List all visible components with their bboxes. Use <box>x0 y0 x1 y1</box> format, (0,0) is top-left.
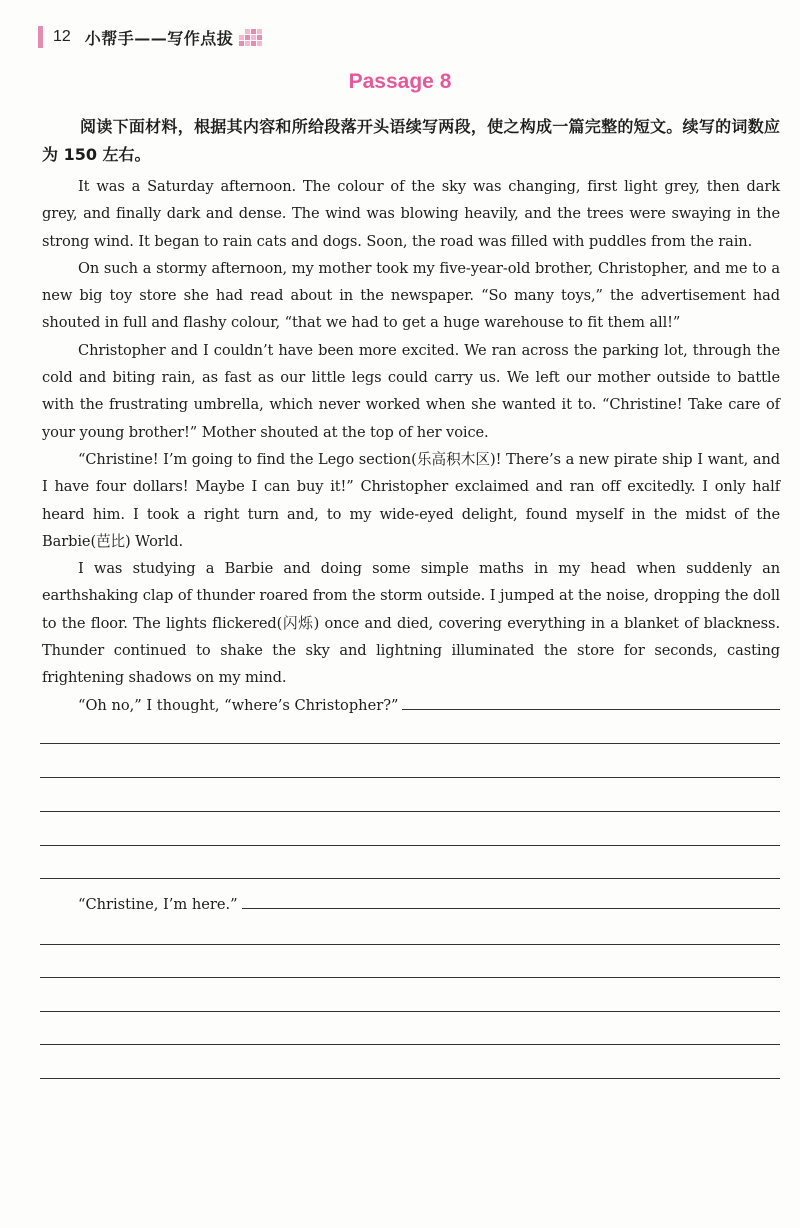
writing-line[interactable] <box>40 743 780 744</box>
writing-line[interactable] <box>402 709 780 710</box>
paragraph-3: Christopher and I couldn’t have been more excited. We ran across the parking lot, through the cold and biting rain, as fast as our little legs could carry us. We left our mother outside to battle with the frustrating umbrella, which never worked when she wanted it to. “Christine! Take care of your young brother!” Mother shouted at the top of her voice. <box>42 341 780 441</box>
writing-line[interactable] <box>40 1044 780 1045</box>
writing-line[interactable] <box>40 1011 780 1012</box>
instruction-text: 阅读下面材料，根据其内容和所给段落开头语续写两段，使之构成一篇完整的短文。续写的词数应为 150 左右。 <box>42 117 780 164</box>
writing-line[interactable] <box>40 811 780 812</box>
page-header <box>38 22 262 52</box>
paragraph-1: It was a Saturday afternoon. The colour of the sky was changing, first light grey, then dark grey, and finally dark and dense. The wind was blowing heavily, and the trees were swaying in the strong wind. It began to rain cats and dogs. Soon, the road was filled with puddles from the rain. <box>42 178 780 250</box>
paragraph-4: “Christine! I’m going to find the Lego section(乐高积木区)! There’s a new pirate ship I want, and I have four dollars! Maybe I can buy it!” Christopher exclaimed and ran off excitedly. I only half heard him. I took a right turn and, to my wide-eyed delight, found myself in the midst of the Barbie(芭比) World. <box>42 450 780 550</box>
writing-line[interactable] <box>40 845 780 846</box>
paragraph-2: On such a stormy afternoon, my mother took my five-year-old brother, Christopher, and me to a new big toy store she had read about in the newspaper. “So many toys,” the advertisement had shouted in full and flashy colour, “that we had to get a huge warehouse to fit them all!” <box>42 259 780 332</box>
writing-line[interactable] <box>40 777 780 778</box>
header-title: 小帮手——写作点拔 <box>84 28 234 48</box>
starter-text-2: “Christine, I’m here.” <box>78 896 238 913</box>
writing-line[interactable] <box>40 1078 780 1079</box>
paragraph-5: I was studying a Barbie and doing some simple maths in my head when suddenly an earthshaking clap of thunder roared from the storm outside. I jumped at the noise, dropping the doll to the floor. The lights flickered(闪烁) once and died, covering everything in a blanket of blackness. Thunder continued to shake the sky and lightning illuminated the store for seconds, casting frightening shadows on my mind. <box>42 560 780 687</box>
passage-title: Passage 8 <box>348 70 452 93</box>
passage-content <box>42 113 780 692</box>
starter-text-1: “Oh no,” I thought, “where’s Christopher?” <box>78 697 399 714</box>
writing-line[interactable] <box>40 977 780 978</box>
starter-line-2 <box>42 885 780 913</box>
writing-line[interactable] <box>242 908 780 909</box>
page-number: 12 <box>53 28 71 45</box>
header-accent-bar <box>38 26 43 48</box>
header-decoration-icon <box>239 29 262 46</box>
starter-line-1 <box>42 686 780 714</box>
writing-line[interactable] <box>40 878 780 879</box>
writing-line[interactable] <box>40 944 780 945</box>
